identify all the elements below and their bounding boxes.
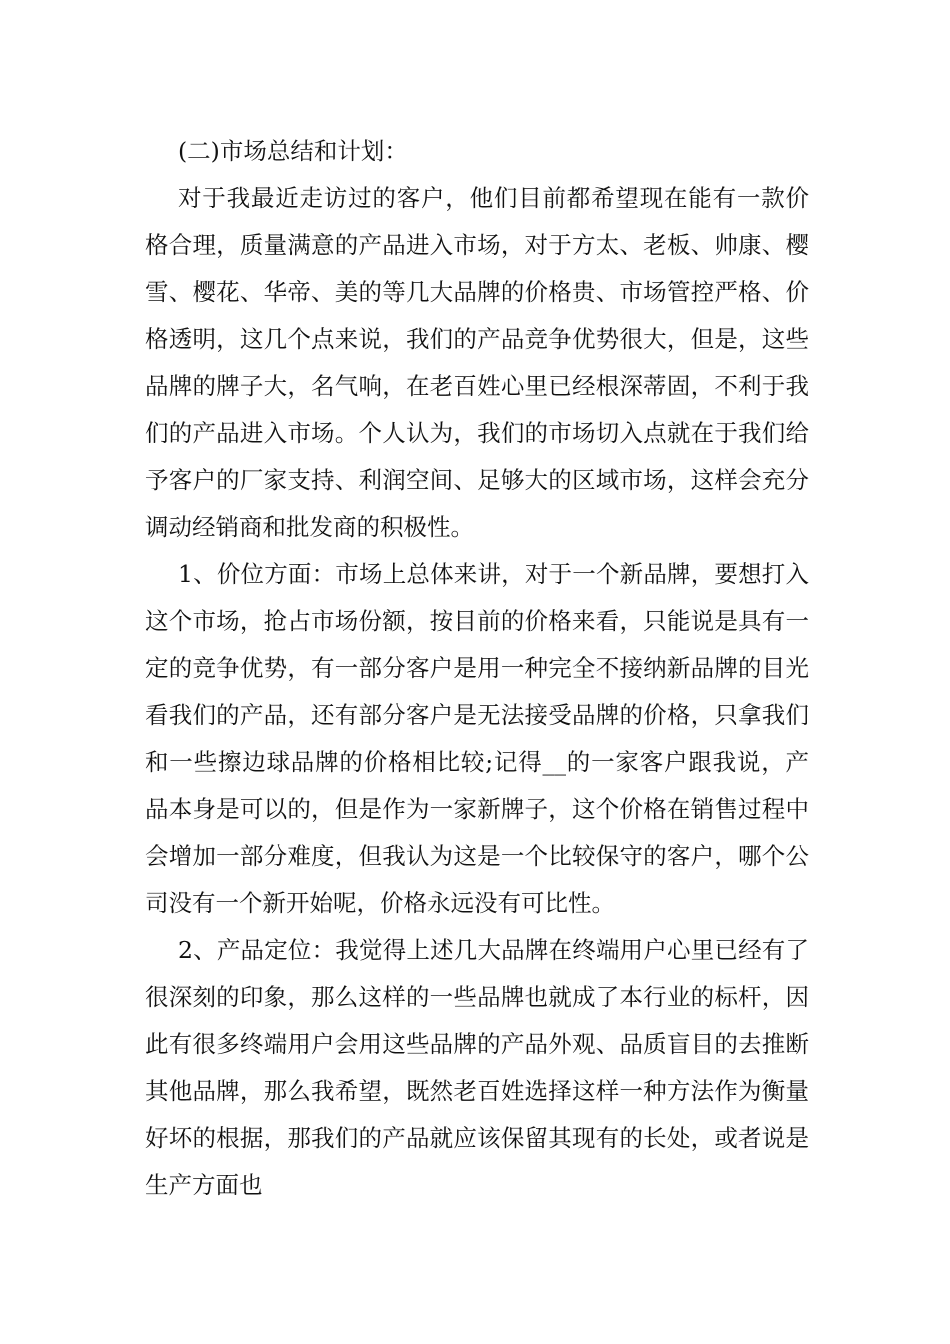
paragraph-price-position: 1、价位方面：市场上总体来讲，对于一个新品牌，要想打入这个市场，抢占市场份额，按目前的价格来看，只能说是具有一定的竞争优势，有一部分客户是用一种完全不接纳新品牌的目光看我们的产品，还有部分客户是无法接受品牌的价格，只拿我们和一些擦边球品牌的价格相比较;记得__的一家客户跟我说，产品本身是可以的，但是作为一家新牌子，这个价格在销售过程中会增加一部分难度，但我认为这是一个比较保守的客户，哪个公司没有一个新开始呢，价格永远没有可比性。 bbox=[145, 560, 809, 917]
document-body bbox=[145, 128, 809, 1209]
paragraph-market-overview: 对于我最近走访过的客户，他们目前都希望现在能有一款价格合理，质量满意的产品进入市场，对于方太、老板、帅康、樱雪、樱花、华帝、美的等几大品牌的价格贵、市场管控严格、价格透明，这几个点来说，我们的产品竞争优势很大，但是，这些品牌的牌子大，名气响，在老百姓心里已经根深蒂固，不利于我们的产品进入市场。个人认为，我们的市场切入点就在于我们给予客户的厂家支持、利润空间、足够大的区域市场，这样会充分调动经销商和批发商的积极性。 bbox=[145, 184, 809, 541]
section-heading: (二)市场总结和计划： bbox=[178, 137, 408, 165]
paragraph-product-positioning: 2、产品定位：我觉得上述几大品牌在终端用户心里已经有了很深刻的印象，那么这样的一些品牌也就成了本行业的标杆，因此有很多终端用户会用这些品牌的产品外观、品质盲目的去推断其他品牌，那么我希望，既然老百姓选择这样一种方法作为衡量好坏的根据，那我们的产品就应该保留其现有的长处，或者说是生产方面也 bbox=[145, 936, 809, 1199]
